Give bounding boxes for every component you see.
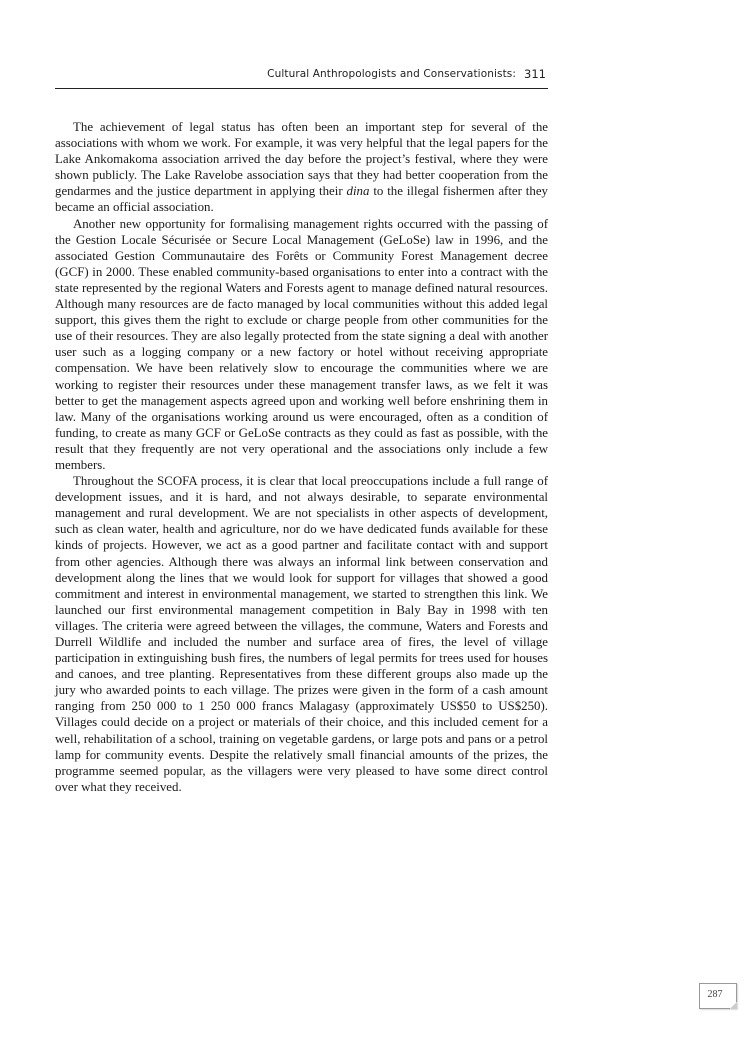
page-badge <box>699 983 737 1009</box>
running-header <box>55 66 548 89</box>
paragraph-scofa: Throughout the SCOFA process, it is clear that local preoccupations include a full range of development issues, and it is hard, and not always desirable, to separate environmental management and rural development. We are not specialists in other aspects of development, such as clean water, health and agriculture, nor do we have dedicated funds available for these kinds of projects. However, we act as a good partner and facilitate contact with and support from other agencies. Although there was always an informal link between conservation and development along the lines that we would look for support for villages that showed a good commitment and interest in environmental management, we started to strengthen this link. We launched our first environmental management competition in Baly Bay in 1998 with ten villages. The criteria were agreed between the villages, the commune, Waters and Forests and Durrell Wildlife and included the number and surface area of fires, the level of village participation in extinguishing bush fires, the numbers of legal permits for trees used for houses and canoes, and tree planting. Representatives from these different groups also made up the jury who awarded points to each village. The prizes were given in the form of a cash amount ranging from 250 000 to 1 250 000 francs Malagasy (approximately US$50 to US$250). Villages could decide on a project or materials of their choice, and this included cement for a well, rehabilitation of a school, training on vegetable gardens, or large pots and pans or a petrol lamp for community events. Despite the relatively small financial amounts of the prizes, the programme seemed popular, as the villagers were very pleased to have some direct control over what they received. <box>55 474 548 794</box>
italic-term-dina: dina <box>346 184 370 199</box>
paragraph-legal-status <box>55 119 548 216</box>
article-body <box>55 119 548 795</box>
paragraph-gelose: Another new opportunity for formalising management rights occurred with the passing of the Gestion Locale Sécurisée or Secure Local Management (GeLoSe) law in 1996, and the associated Gestion Communautaire des Forêts or Community Forest Management decree (GCF) in 2000. These enabled community-based organisations to enter into a contract with the state represented by the regional Waters and Forests agent to manage defined natural resources. Although many resources are de facto managed by local communities without this added legal support, this gives them the right to exclude or charge people from other communities for the use of their resources. They are also legally protected from the state signing a deal with another user such as a logging company or a new factory or hotel without receiving appropriate compensation. We have been relatively slow to encourage the communities where we are working to register their resources under these management transfer laws, as we felt it was better to get the management aspects agreed upon and working well before enshrining them in law. Many of the organisations working around us were encouraged, often as a condition of funding, to create as many GCF or GeLoSe contracts as they could as fast as possible, with the result that they frequently are not very operational and the associations only include a few members. <box>55 216 548 472</box>
page-badge-number: 287 <box>707 989 723 1000</box>
paragraph-text: to the illegal fishermen after they became an official association. <box>55 184 548 215</box>
paragraph-text: The achievement of legal status has often been an important step for several of the associations with whom we work. For example, it was very helpful that the legal papers for the Lake Ankomakoma association arrived the day before the project’s festival, where they were shown publicly. The Lake Ravelobe association says that they had better cooperation from the gendarmes and the justice department in applying their <box>55 120 548 199</box>
page-number: 311 <box>524 67 546 81</box>
running-header-title: Cultural Anthropologists and Conservationists: <box>267 68 516 80</box>
